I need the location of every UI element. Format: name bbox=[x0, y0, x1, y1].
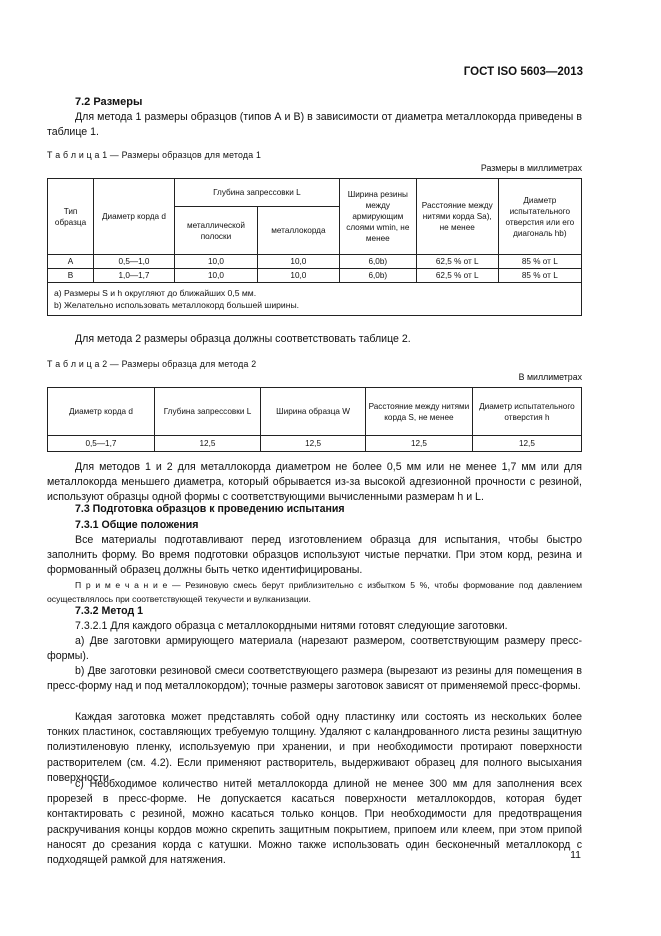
list-item-b: b) Две заготовки резиновой смеси соответствующего размера (вырезают из резины для помещения в пресс-форму над и под металлокордом); точные размеры заготовок зависят от применяемой пресс-формы. bbox=[47, 665, 582, 693]
list-item-a: а) Две заготовки армирующего материала (нарезают размером, соответствующим размеру пресс-формы). bbox=[47, 635, 582, 663]
table1-header-spacing: Расстояние между нитями корда Sa), не менее bbox=[416, 179, 498, 255]
table1-header-depth: Глубина запрессовки L bbox=[174, 179, 339, 207]
table1-cell: 6,0b) bbox=[339, 269, 416, 283]
table1-cell: 85 % от L bbox=[498, 269, 581, 283]
table2-header-depth: Глубина запрессовки L bbox=[154, 388, 260, 436]
table2-cell: 12,5 bbox=[154, 436, 260, 452]
table1-cell: 10,0 bbox=[174, 269, 257, 283]
table2-header-hole: Диаметр испытательного отверстия h bbox=[472, 388, 581, 436]
table2-header-width: Ширина образца W bbox=[261, 388, 366, 436]
table1-header-hole: Диаметр испытательного отверстия или его диагональ hb) bbox=[498, 179, 581, 255]
table2-cell: 12,5 bbox=[261, 436, 366, 452]
section-title-7-3-1: 7.3.1 Общие положения bbox=[75, 519, 199, 531]
table2-row bbox=[48, 436, 582, 452]
table1-cell: 6,0b) bbox=[339, 255, 416, 269]
table1-footnote-a: a) Размеры S и h округляют до ближайших 0,5 мм. bbox=[54, 288, 257, 298]
table1-footnotes bbox=[48, 283, 582, 316]
table1-row bbox=[48, 269, 582, 283]
table1-units: Размеры в миллиметрах bbox=[480, 163, 582, 173]
page-number: 11 bbox=[570, 849, 581, 861]
paragraph-small-cord: Для методов 1 и 2 для металлокорда диаметром не более 0,5 мм или не менее 1,7 мм или для металлокорда меньшего диаметра, который обрывается из-за высокой адгезионной прочности с резиной, используют образцы одной формы с соответствующими вычисленными размерам h и L. bbox=[47, 461, 582, 504]
table2-units: В миллиметрах bbox=[518, 372, 582, 382]
table2-header-spacing: Расстояние между нитями корда S, не менее bbox=[365, 388, 472, 436]
note-rubber-excess: П р и м е ч а н и е — Резиновую смесь берут приблизительно с избытком 5 %, чтобы формование под давлением осуществлялось при соответствующей текучести и вулканизации. bbox=[47, 580, 582, 604]
table1-cell: 10,0 bbox=[257, 269, 339, 283]
paragraph-method2: Для метода 2 размеры образца должны соответствовать таблице 2. bbox=[75, 333, 411, 345]
table1-cell: 1,0—1,7 bbox=[94, 269, 175, 283]
section-title-7-3-2: 7.3.2 Метод 1 bbox=[75, 605, 144, 617]
table1-cell: 85 % от L bbox=[498, 255, 581, 269]
paragraph-general: Все материалы подготавливают перед изготовлением образца для испытания, чтобы быстро заполнить форму. Во время подготовки образцов используют чистые перчатки. При этом корд, резина и формованный образец должны быть четко идентифицированы. bbox=[47, 534, 582, 577]
table1-row bbox=[48, 255, 582, 269]
table1-header-cord-diameter: Диаметр корда d bbox=[94, 179, 175, 255]
table2-cell: 12,5 bbox=[472, 436, 581, 452]
table2-header-cord-diameter: Диаметр корда d bbox=[48, 388, 155, 436]
table2-cell: 0,5—1,7 bbox=[48, 436, 155, 452]
document-code: ГОСТ ISO 5603—2013 bbox=[463, 66, 583, 78]
section-title-7-3: 7.3 Подготовка образцов к проведению испытания bbox=[75, 503, 345, 515]
table1-cell: 0,5—1,0 bbox=[94, 255, 175, 269]
table1-cell: 10,0 bbox=[257, 255, 339, 269]
table1-cell: 62,5 % от L bbox=[416, 269, 498, 283]
paragraph-sizes-method1: Для метода 1 размеры образцов (типов А и В) в зависимости от диаметра металлокорда приведены в таблице 1. bbox=[47, 111, 582, 139]
table1 bbox=[47, 178, 582, 316]
table1-header-type: Тип образца bbox=[48, 179, 94, 255]
table1-header-cord-depth: металлокорда bbox=[257, 207, 339, 255]
table1-caption: Т а б л и ц а 1 — Размеры образцов для метода 1 bbox=[47, 150, 262, 160]
table1-cell: 62,5 % от L bbox=[416, 255, 498, 269]
table1-footnote-b: b) Желательно использовать металлокорд большей ширины. bbox=[54, 300, 300, 310]
paragraph-7-3-2-1: 7.3.2.1 Для каждого образца с металлокордными нитями готовят следующие заготовки. bbox=[75, 620, 508, 632]
table2-caption: Т а б л и ц а 2 — Размеры образца для метода 2 bbox=[47, 359, 257, 369]
table1-cell: 10,0 bbox=[174, 255, 257, 269]
table2-cell: 12,5 bbox=[365, 436, 472, 452]
table1-cell: В bbox=[48, 269, 94, 283]
table1-header-metal-strip: металлической полоски bbox=[174, 207, 257, 255]
table1-cell: А bbox=[48, 255, 94, 269]
section-title-7-2: 7.2 Размеры bbox=[75, 96, 143, 108]
table1-header-rubber-width: Ширина резины между армирующим слоями wmin, не менее bbox=[339, 179, 416, 255]
list-item-c: с) Необходимое количество нитей металлокорда длиной не менее 300 мм для заполнения всех прорезей в пресс-форме. Не допускается касаться поверхности металлокордов, которая будет контактировать с резиной, можно касаться только концов. При необходимости для предотвращения раскручивания концы кордов можно скрепить защитным покрытием, припоем или клеем, при этом припой наносят до срезания корда с катушки. Можно также использовать один бесконечный металлокорд с подходящей рамкой для натяжения. bbox=[47, 778, 582, 867]
table2 bbox=[47, 387, 582, 452]
paragraph-blank-layers: Каждая заготовка может представлять собой одну пластинку или состоять из нескольких более тонких пластинок, составляющих требуемую толщину. Удаляют с каландрованного листа резины защитную полиэтиленовую пленку, используемую при хранении, и при необходимости протирают поверхности растворителем (см. 4.2). Если применяют растворитель, выдерживают образец для полного высыхания поверхности. bbox=[47, 711, 582, 784]
